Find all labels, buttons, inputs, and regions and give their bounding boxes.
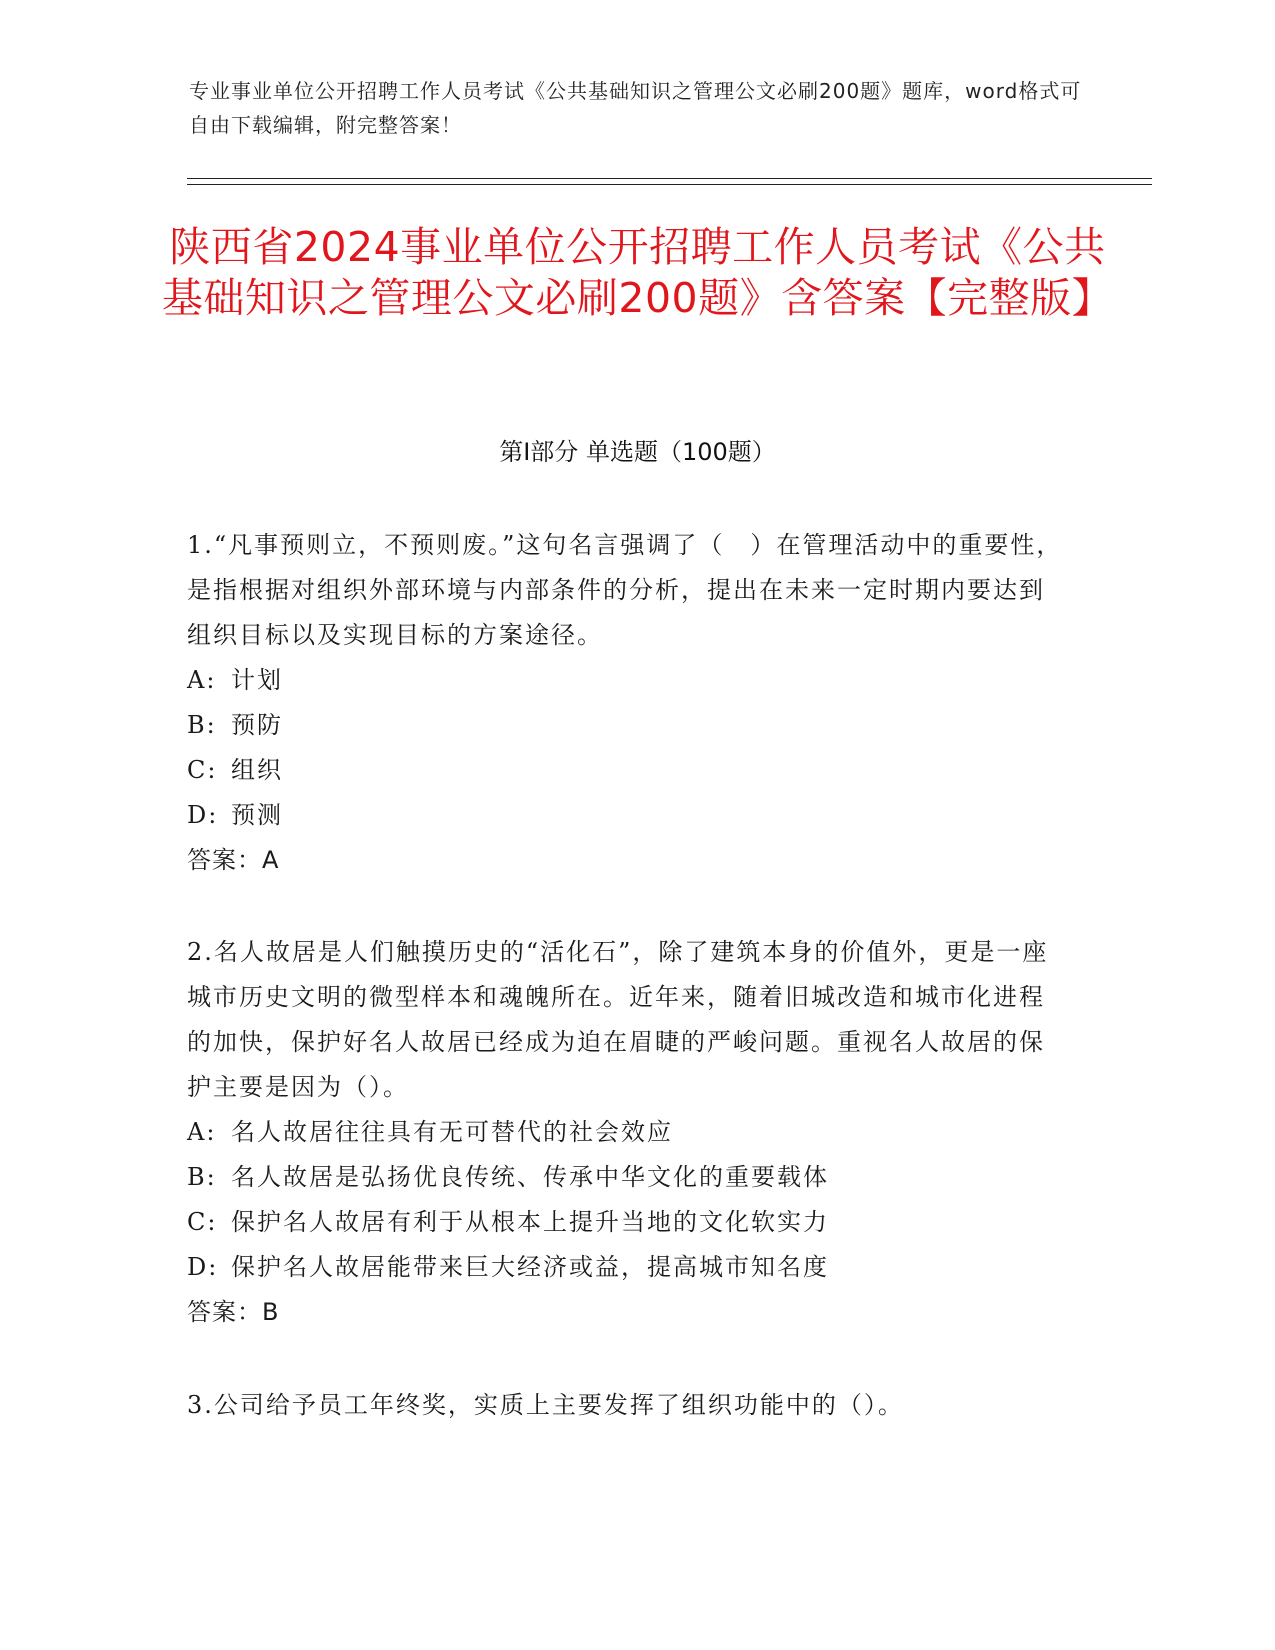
option-key: C:	[187, 1208, 218, 1236]
option-key: D:	[187, 801, 219, 829]
option-key: C:	[187, 756, 218, 784]
question-stem: 3.公司给予员工年终奖，实质上主要发挥了组织功能中的（）。	[187, 1391, 904, 1419]
header-divider-bottom	[187, 184, 1152, 185]
question-item	[187, 930, 1067, 1335]
question-option	[187, 1110, 1067, 1155]
option-text: 保护名人故居能带来巨大经济或益，提高城市知名度	[231, 1253, 829, 1281]
question-option	[187, 1155, 1067, 1200]
question-option	[187, 748, 1067, 793]
option-key: B:	[187, 711, 217, 739]
question-answer: 答案：B	[187, 1298, 280, 1326]
option-key: A:	[187, 666, 217, 694]
question-option	[187, 793, 1067, 838]
document-title: 陕西省2024事业单位公开招聘工作人员考试《公共基础知识之管理公文必刷200题》含答案【完整版】	[161, 223, 1114, 322]
question-option	[187, 1200, 1067, 1245]
option-text: 预防	[231, 711, 283, 739]
question-option	[187, 703, 1067, 748]
option-text: 组织	[231, 756, 283, 784]
option-text: 计划	[231, 666, 283, 694]
question-answer: 答案：A	[187, 846, 280, 874]
option-text: 名人故居是弘扬优良传统、传承中华文化的重要载体	[231, 1163, 829, 1191]
option-text: 名人故居往往具有无可替代的社会效应	[231, 1118, 673, 1146]
section-heading: 第Ⅰ部分 单选题（100题）	[499, 438, 776, 466]
question-option	[187, 658, 1067, 703]
question-item	[187, 1383, 1067, 1428]
question-stem: 2.名人故居是人们触摸历史的“活化石”，除了建筑本身的价值外，更是一座城市历史文明的微型样本和魂魄所在。近年来，随着旧城改造和城市化进程的加快，保护好名人故居已经成为迫在眉睫的严峻问题。重视名人故居的保护主要是因为（）。	[187, 938, 1049, 1101]
option-text: 保护名人故居有利于从根本上提升当地的文化软实力	[231, 1208, 829, 1236]
option-key: B:	[187, 1163, 217, 1191]
option-text: 预测	[231, 801, 283, 829]
question-option	[187, 1245, 1067, 1290]
header-divider-top	[187, 178, 1152, 179]
question-stem: 1.“凡事预则立，不预则废。”这句名言强调了（ ）在管理活动中的重要性，是指根据对组织外部环境与内部条件的分析，提出在未来一定时期内要达到组织目标以及实现目标的方案途径。	[187, 531, 1063, 649]
header-note: 专业事业单位公开招聘工作人员考试《公共基础知识之管理公文必刷200题》题库，word格式可自由下载编辑，附完整答案！	[189, 79, 1082, 137]
option-key: A:	[187, 1118, 217, 1146]
question-item	[187, 523, 1067, 883]
option-key: D:	[187, 1253, 219, 1281]
